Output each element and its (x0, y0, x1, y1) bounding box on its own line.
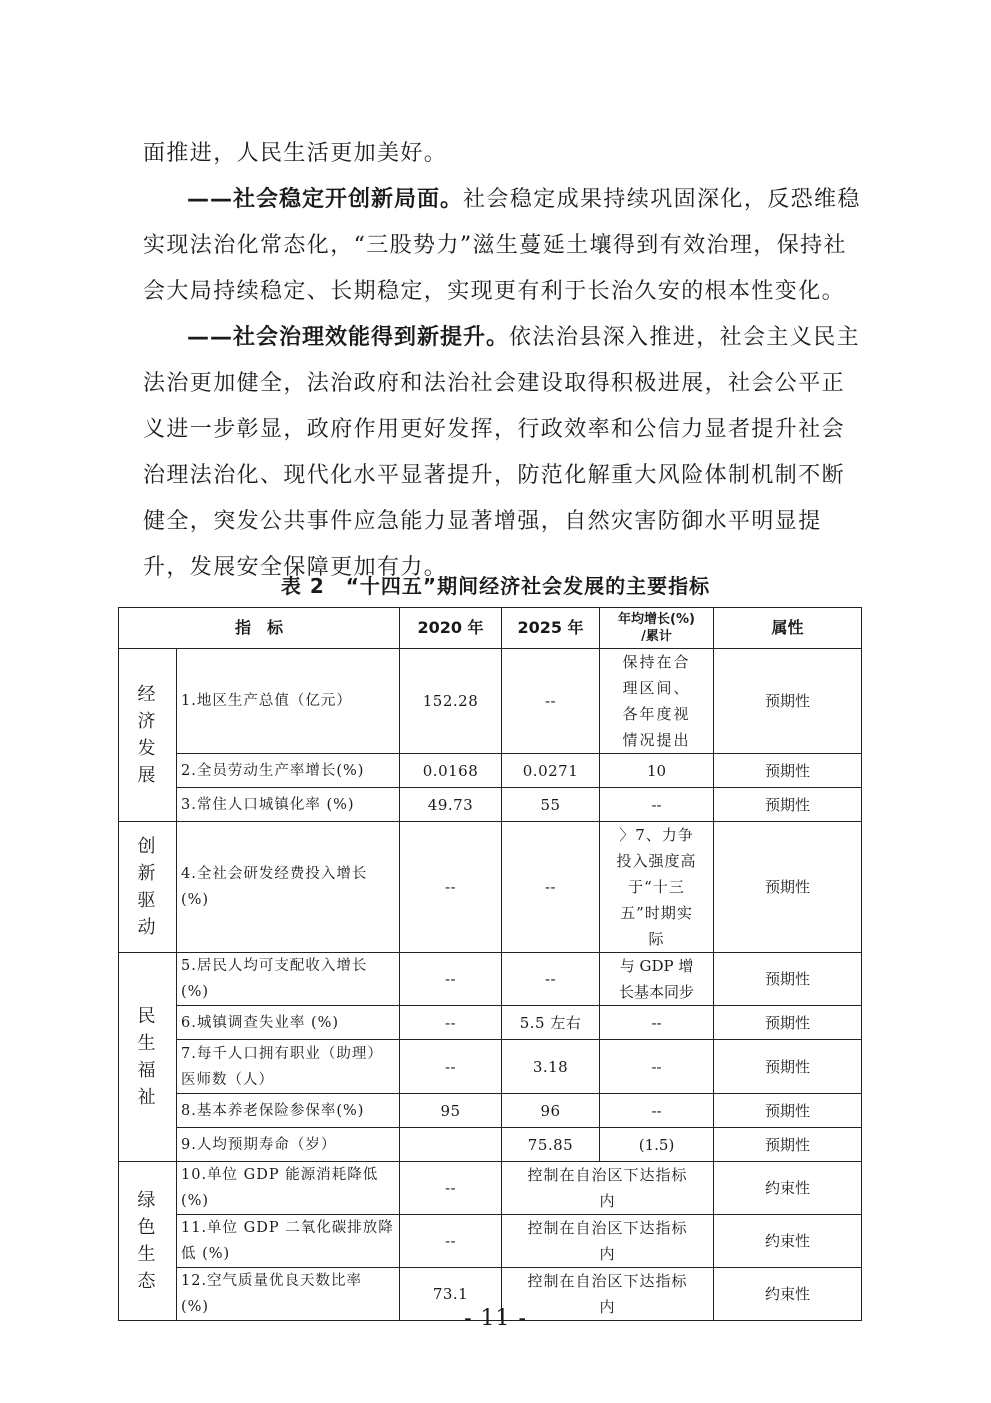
indicator-name: 2.全员劳动生产率增长(%) (177, 754, 400, 788)
value-2020: 152.28 (400, 649, 502, 754)
header-2025: 2025 年 (502, 608, 600, 649)
value-2025: -- (502, 649, 600, 754)
value-attribute: 预期性 (714, 1128, 862, 1162)
value-2020: -- (400, 953, 502, 1006)
value-2025: 96 (502, 1094, 600, 1128)
table-row (119, 822, 862, 953)
indicator-name: 3.常住人口城镇化率 (%) (177, 788, 400, 822)
value-attribute: 预期性 (714, 754, 862, 788)
value-2020: 95 (400, 1094, 502, 1128)
indicator-name: 10.单位 GDP 能源消耗降低 (%) (177, 1162, 400, 1215)
value-growth: -- (600, 1006, 714, 1040)
indicator-name: 6.城镇调查失业率 (%) (177, 1006, 400, 1040)
indicator-name: 9.人均预期寿命（岁） (177, 1128, 400, 1162)
value-attribute: 约束性 (714, 1162, 862, 1215)
table-row (119, 953, 862, 1006)
category-green: 绿色生态 (119, 1162, 177, 1321)
paragraph-1: 面推进，人民生活更加美好。 (143, 141, 448, 166)
value-attribute: 约束性 (714, 1268, 862, 1321)
page-number: - 11 - (464, 1306, 527, 1331)
value-growth: 与 GDP 增长基本同步 (600, 953, 714, 1006)
paragraph-social-stability: ——社会稳定开创新局面。社会稳定成果持续巩固深化，反恐维稳实现法治化常态化，“三股势力”滋生蔓延土壤得到有效治理，保持社会大局持续稳定、长期稳定，实现更有利于长治久安的根本性变化。 (143, 187, 861, 304)
value-growth: 10 (600, 754, 714, 788)
value-merged-target: 控制在自治区下达指标内 (502, 1268, 714, 1321)
category-economy: 经济发展 (119, 649, 177, 822)
value-2025: 0.0271 (502, 754, 600, 788)
table-row (119, 754, 862, 788)
value-2025: 75.85 (502, 1128, 600, 1162)
table-row (119, 649, 862, 754)
table-row (119, 1040, 862, 1094)
indicator-name: 8.基本养老保险参保率(%) (177, 1094, 400, 1128)
paragraph-social-governance: ——社会治理效能得到新提升。依法治县深入推进，社会主义民主法治更加健全，法治政府和法治社会建设取得积极进展，社会公平正义进一步彰显，政府作用更好发挥，行政效率和公信力显者提升社会治理法治化、现代化水平显著提升，防范化解重大风险体制机制不断健全，突发公共事件应急能力显著增强，自然灾害防御水平明显提升，发展安全保障更加有力。 (143, 325, 861, 580)
value-attribute: 预期性 (714, 822, 862, 953)
table-header-row (119, 608, 862, 649)
paragraph-heading: ——社会治理效能得到新提升。 (187, 325, 510, 350)
value-2025: 5.5 左右 (502, 1006, 600, 1040)
category-welfare: 民生福祉 (119, 953, 177, 1162)
value-merged-target: 控制在自治区下达指标内 (502, 1215, 714, 1268)
header-attribute: 属性 (714, 608, 862, 649)
indicator-name: 4.全社会研发经费投入增长 (%) (177, 822, 400, 953)
value-2020: -- (400, 822, 502, 953)
value-2025: 55 (502, 788, 600, 822)
table-row (119, 1162, 862, 1215)
value-attribute: 预期性 (714, 1094, 862, 1128)
indicator-name: 5.居民人均可支配收入增长 (%) (177, 953, 400, 1006)
value-growth: 保持在合理区间、各年度视情况提出 (600, 649, 714, 754)
value-attribute: 约束性 (714, 1215, 862, 1268)
value-attribute: 预期性 (714, 1006, 862, 1040)
value-growth: -- (600, 1094, 714, 1128)
value-growth: -- (600, 788, 714, 822)
table-row (119, 1128, 862, 1162)
header-2020: 2020 年 (400, 608, 502, 649)
indicator-name: 11.单位 GDP 二氧化碳排放降低 (%) (177, 1215, 400, 1268)
paragraph-heading: ——社会稳定开创新局面。 (187, 187, 464, 212)
table-row (119, 788, 862, 822)
indicator-name: 1.地区生产总值（亿元） (177, 649, 400, 754)
value-growth: -- (600, 1040, 714, 1094)
value-2020: -- (400, 1006, 502, 1040)
value-2020: 49.73 (400, 788, 502, 822)
indicator-name: 12.空气质量优良天数比率 (%) (177, 1268, 400, 1321)
value-attribute: 预期性 (714, 649, 862, 754)
value-merged-target: 控制在自治区下达指标内 (502, 1162, 714, 1215)
category-innovation: 创新驱动 (119, 822, 177, 953)
body-text (143, 131, 863, 591)
indicators-table (118, 607, 862, 1321)
table-row (119, 1215, 862, 1268)
value-growth: 〉7、力争投入强度高于“十三五”时期实际 (600, 822, 714, 953)
value-2020: -- (400, 1162, 502, 1215)
value-2025: -- (502, 822, 600, 953)
value-attribute: 预期性 (714, 953, 862, 1006)
value-2020: -- (400, 1215, 502, 1268)
value-attribute: 预期性 (714, 1040, 862, 1094)
value-growth: (1.5) (600, 1128, 714, 1162)
value-2020 (400, 1128, 502, 1162)
value-2025: -- (502, 953, 600, 1006)
value-2025: 3.18 (502, 1040, 600, 1094)
value-2020: -- (400, 1040, 502, 1094)
value-attribute: 预期性 (714, 788, 862, 822)
value-2020: 73.1 (400, 1268, 502, 1321)
table-row (119, 1006, 862, 1040)
table-caption: 表 2 “十四五”期间经济社会发展的主要指标 (280, 574, 711, 598)
indicator-name: 7.每千人口拥有职业（助理）医师数（人） (177, 1040, 400, 1094)
header-growth: 年均增长(%) /累计 (600, 608, 714, 649)
table-row (119, 1094, 862, 1128)
header-indicator: 指 标 (119, 608, 400, 649)
value-2020: 0.0168 (400, 754, 502, 788)
